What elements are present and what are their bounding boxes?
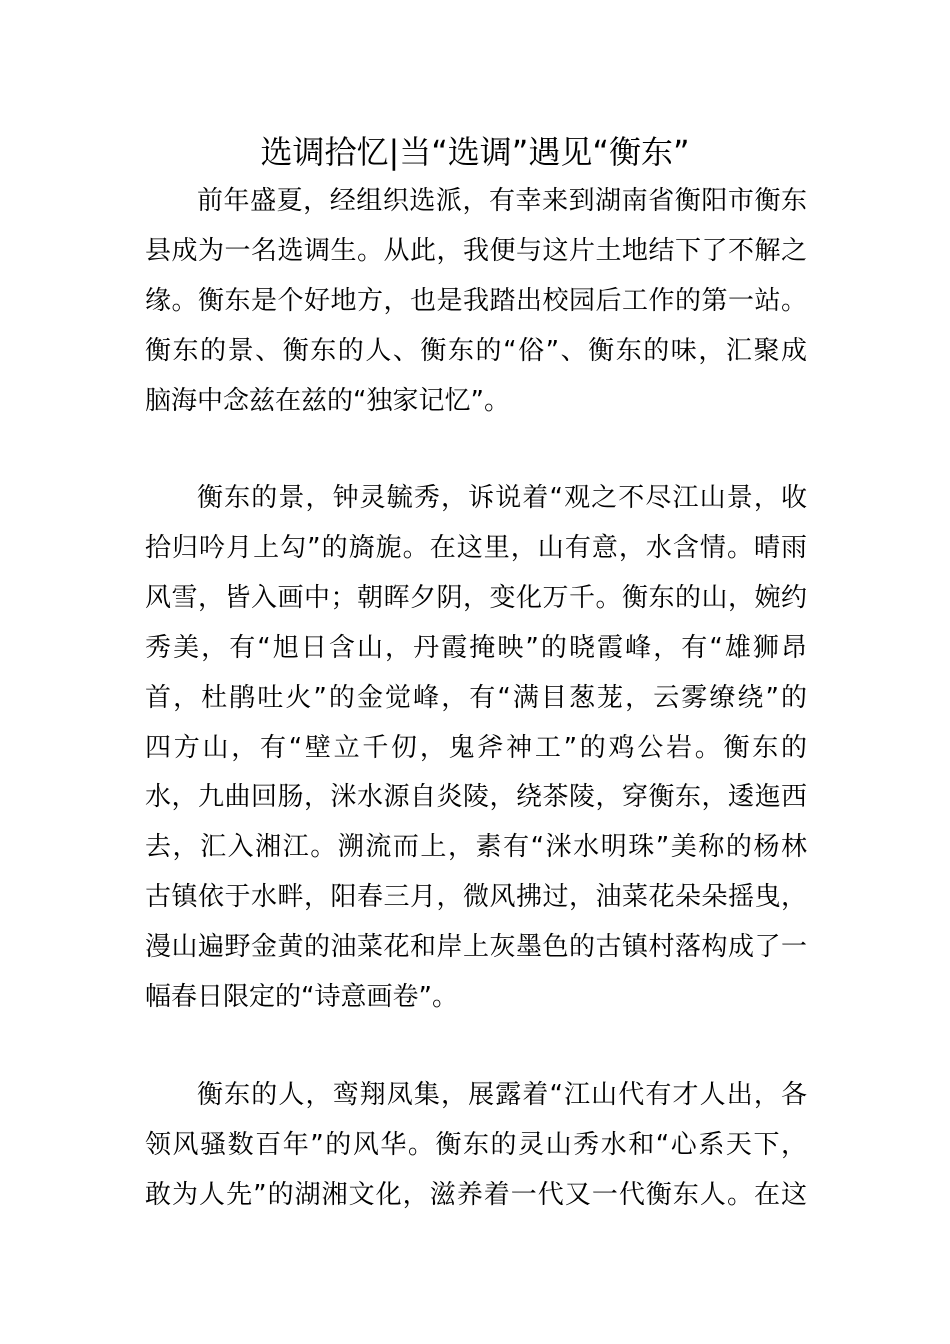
text-line: 漫山遍野金黄的油菜花和岸上灰墨色的古镇村落构成了一 bbox=[145, 932, 807, 963]
document-title: 选调拾忆|当“选调”遇见“衡东” bbox=[260, 133, 690, 171]
paragraph-2 bbox=[145, 474, 807, 1023]
text-line: 水，九曲回肠，洣水源自炎陵，绕茶陵，穿衡东，逶迤西 bbox=[145, 782, 807, 813]
text-line: 缘。衡东是个好地方，也是我踏出校园后工作的第一站。 bbox=[145, 285, 807, 316]
paragraph-1 bbox=[145, 177, 807, 427]
text-line: 秀美，有“旭日含山，丹霞掩映”的晓霞峰，有“雄狮昂 bbox=[145, 632, 807, 663]
text-line: 四方山，有“壁立千仞，鬼斧神工”的鸡公岩。衡东的 bbox=[145, 732, 807, 763]
text-line: 衡东的人，鸾翔凤集，展露着“江山代有才人出，各 bbox=[197, 1080, 807, 1110]
text-line: 首，杜鹃吐火”的金觉峰，有“满目葱茏，云雾缭绕”的 bbox=[145, 682, 807, 713]
text-line: 拾归吟月上勾”的旖旎。在这里，山有意，水含情。晴雨 bbox=[145, 532, 807, 563]
text-line: 风雪，皆入画中；朝晖夕阴，变化万千。衡东的山，婉约 bbox=[145, 582, 807, 613]
text-line: 领风骚数百年”的风华。衡东的灵山秀水和“心系天下， bbox=[145, 1129, 807, 1160]
text-line: 前年盛夏，经组织选派，有幸来到湖南省衡阳市衡东 bbox=[197, 186, 807, 216]
paragraph-3 bbox=[145, 1071, 807, 1221]
text-line: 去，汇入湘江。溯流而上，素有“洣水明珠”美称的杨林 bbox=[145, 832, 807, 863]
text-line: 衡东的景、衡东的人、衡东的“俗”、衡东的味，汇聚成 bbox=[145, 335, 807, 366]
text-line: 幅春日限定的“诗意画卷”。 bbox=[145, 982, 458, 1013]
text-line: 古镇依于水畔，阳春三月，微风拂过，油菜花朵朵摇曳， bbox=[145, 882, 807, 913]
text-line: 敢为人先”的湖湘文化，滋养着一代又一代衡东人。在这 bbox=[145, 1179, 807, 1210]
text-line: 脑海中念兹在兹的“独家记忆”。 bbox=[145, 385, 510, 416]
text-line: 衡东的景，钟灵毓秀，诉说着“观之不尽江山景，收 bbox=[197, 483, 807, 513]
text-line: 县成为一名选调生。从此，我便与这片土地结下了不解之 bbox=[145, 235, 807, 266]
